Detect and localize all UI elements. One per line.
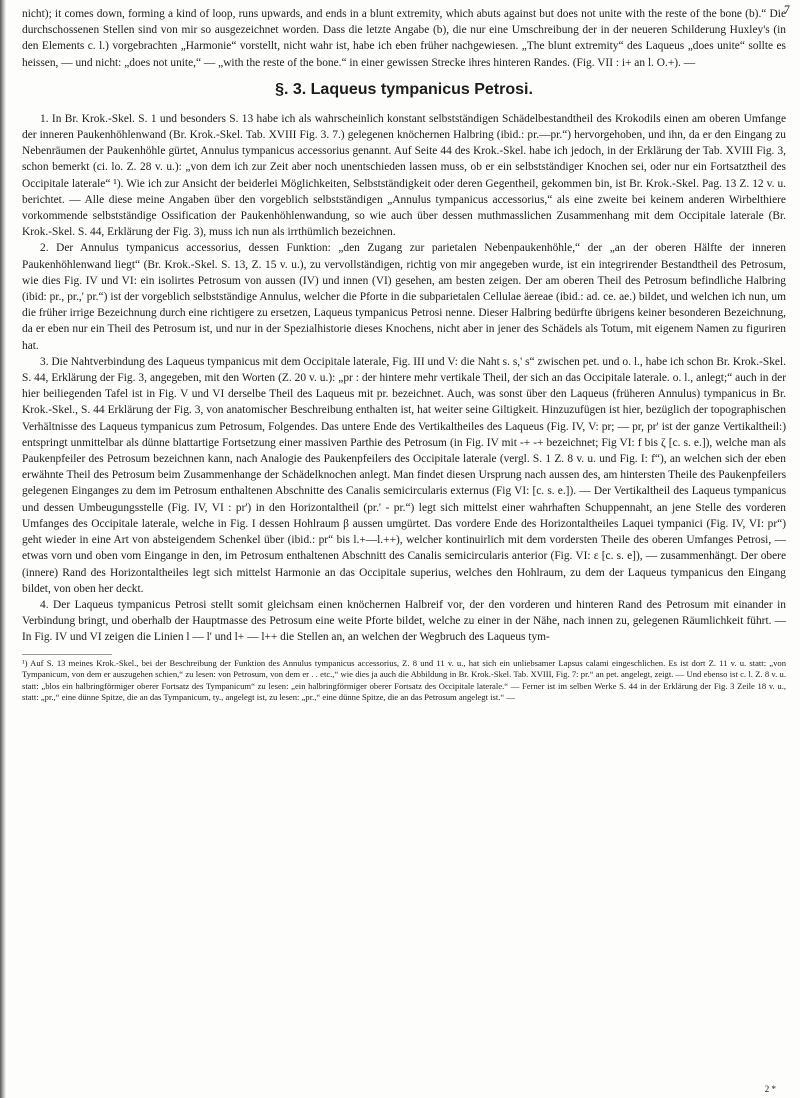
paragraph-1: 1. In Br. Krok.-Skel. S. 1 und besonders S. 13 habe ich als wahrscheinlich konstant selbstständigen Schädelbestandtheil des Krokodils einen am oberen Umfange der inneren Paukenhöhlenwand (Br. Krok.-Skel. Tab. XVIII Fig. 3. 7.) gelegenen knöchernen Halbring (ibid.: pr.—pr.“) hervorgehoben, und ihn, da er den Eingang zu Nebenräumen der Paukenhöhle gürtet, Annulus tympanicus accessorius genannt. Auf Seite 44 des Krok.-Skel. habe ich jedoch, in der Erklärung der Tab. XVIII Fig. 3, schon bemerkt (ci. lo. Z. 28 v. u.): „von dem ich zur Zeit aber noch unentschieden lassen muss, ob er ein selbstständiger Knochen sei, oder nur ein Fortsatztheil des Occipitale laterale“ ¹). Wie ich zur Ansicht der beiderlei Möglichkeiten, Selbstständigkeit oder deren Gegentheil, gekommen bin, ist Br. Krok.-Skel. Pag. 13 Z. 12 v. u. berichtet. — Alle diese meine Angaben über den vorgeblich selbstständigen „Annulus tympanicus accessorius,“ als eine zweite bei keinem anderen Wirbelthiere vorkommende selbstständige Ossification der Paukenhöhlenwandung, so wie auch über dessen muthmasslichen Zusammenhang mit dem Occipitale laterale (Br. Krok.-Skel. S. 44, Erklärung der Fig. 3), muss ich nun als irrthümlich bezeichnen. bbox=[22, 112, 786, 239]
paragraph-continuation: nicht); it comes down, forming a kind of loop, runs upwards, and ends in a blunt extremity, which abuts against but does not unite with the reste of the bone (b).“ Die durchschossenen Stellen sind von mir so ausgezeichnet worden. Dass die letzte Angabe (b), die nur eine Umschreibung der in der neueren Schilderung Huxley's (in den Elements c. l.) vorgebrachten „Harmonie“ vorstellt, nicht wahr ist, habe ich eben früher nachgewiesen. „The blunt extremity“ des Laqueus „does unite“ sollte es heissen, — und nicht: „does not unite,“ — „with the reste of the bone.“ in einer gewissen Strecke ihres hinteren Randes. (Fig. VII : i+ an l. O.+). — bbox=[22, 8, 786, 69]
text-column bbox=[22, 6, 786, 704]
paragraph-4: 4. Der Laqueus tympanicus Petrosi stellt somit gleichsam einen knöchernen Halbreif vor, der den vorderen und hinteren Rand des Petrosum mit einander in Verbindung bringt, und oberhalb der Hauptmasse des Petrosum eine weite Pforte bildet, welche zu einer in der Nähe, nach innen zu, gelegenen Räumlichkeit führt. — In Fig. IV und VI zeigen die Linien l — l' und l+ — l++ die Stellen an, an welchen der Wegbruch des Laqueus tym- bbox=[22, 598, 786, 644]
book-spine-shadow bbox=[0, 0, 6, 1098]
paragraph-2: 2. Der Annulus tympanicus accessorius, dessen Funktion: „den Zugang zur parietalen Nebenpaukenhöhle,“ der „an der oberen Hälfte der inneren Paukenhöhlenwand liegt“ (Br. Krok.-Skel. S. 13, Z. 15 v. u.), zu vervollständigen, richtig von mir angegeben wurde, ist ein integrirender Bestandtheil des Petrosum, wie dies Fig. IV und VI: ein isolirtes Petrosum von aussen (IV) und innen (VI) gesehen, am besten zeigen. Der am oberen Theil des Petrosum befindliche Halbring (ibid: pr., pr.,' pr.“) ist der vorgeblich selbstständige Annulus, welcher die Pforte in die subparietalen Cellulae äereae (ibid.: ad. ce. ae.) bildet, und welchen ich nun, um die früher irrige Bezeichnung durch eine richtigere zu ersetzen, Laqueus tympanicus Petrosi nenne. Dieser Halbring bedürfte übrigens keiner besonderen Bezeichnung, da er eben nur ein Theil des Petrosum ist, und nur in der Spezialhistorie dieses Knochens, nicht aber in jener des Schädels als Totum, mit eigenem Namen zu figuriren hat. bbox=[22, 242, 786, 352]
signature-mark: 2 * bbox=[764, 1084, 776, 1094]
section-heading: §. 3. Laqueus tympanicus Petrosi. bbox=[275, 80, 533, 98]
footnote-rule bbox=[22, 654, 112, 655]
page-number: 7 bbox=[784, 2, 790, 16]
footnotes bbox=[22, 658, 786, 704]
footnote-1: ¹) Auf S. 13 meines Krok.-Skel., bei der Beschreibung der Funktion des Annulus tympanicus accessorius, Z. 8 und 11 v. u., hat sich ein unliebsamer Lapsus calami eingeschlichen. Es ist dort Z. 11 v. u. statt: „von Tympanicum, von dem er auszugehen schien,“ zu lesen: von Petrosum, von dem er . . etc.,“ wie dies ja auch die Abbildung in Br. Krok.-Skel. Tab. XVIII, Fig. 7: pr.“ an pet. angelegt, zeigt. — Und ebenso ist c. l. Z. 8 v. u. statt: „blos ein halbringförmiger oberer Fortsatz des Tympanicum“ zu lesen: „ein halbringförmiger oberer Fortsatz des Occipitale laterale.“ — Ferner ist im selben Werke S. 44 in der Erklärung der Fig. 3 Zeile 18 v. u., statt: „pr.,“ eine dünne Spitze, die an das Tympanicum, ty., angelegt ist, zu lesen: „pr.,“ eine dünne Spitze, die an das Petrosum angelegt ist.“ — bbox=[22, 657, 786, 703]
paragraph-3: 3. Die Nahtverbindung des Laqueus tympanicus mit dem Occipitale laterale, Fig. III und V: die Naht s. s,' s“ zwischen pet. und o. l., habe ich schon Br. Krok.-Skel. S. 44, Erklärung der Fig. 3, angegeben, mit den Worten (Z. 20 v. u.): „pr : der hintere mehr vertikale Theil, der sich an das Occipitale laterale. o. l., anlegt;“ auch in der hier beiliegenden Tafel ist in Fig. V und VI derselbe Theil des Laqueus mit pr. bezeichnet. Auch, was sonst über den Laqueus (früheren Annulus) tympanicus in Br. Krok.-Skel., S. 44 Erklärung der Fig. 3, von anatomischer Beschreibung enthalten ist, hat weiter seine Giltigkeit. Hinzuzufügen ist hier, bezüglich der topographischen Verhältnisse des Laqueus tympanicus zum Petrosum, Folgendes. Das untere Ende des Vertikaltheiles des Laqueus (Fig. IV, V: pr; — pr, pr' ist der ganze Vertikaltheil:) entspringt unmittelbar als dünne blattartige Fortsetzung einer massiven Parthie des Petrosum (in Fig. IV mit -+ -+ bezeichnet; Fig VI: f bis ζ [c. s. e.]), welche man als Paukenpfeiler des Petrosum bezeichnen kann, nach Analogie des Paukenpfeilers des Occipitale laterale (vergl. S. 1 Z. 8 v. u. und Fig. I: f“), an welchen sich der eben erwähnte Theil des Petrosum beim Zusammenhange der Schädelknochen anlegt. Man findet diesen Ursprung nach aussen des, am hintersten Theile des Paukenpfeilers gelegenen Einganges zu dem im Petrosum enthaltenen Abschnitte des Canalis semicircularis externus (Fig VI: [c. s. e.]). — Der Vertikaltheil des Laqueus tympanicus und dessen Umbeugungsstelle (Fig. IV, VI : pr') in den Horizontaltheil (pr.' - pr.“) legt sich mittelst einer wahrhaften Schuppennaht, an jene Stelle des vorderen Umfanges des Occipitale laterale, welche in Fig. I dessen Hohlraum β aussen umgürtet. Das vordere Ende des Horizontaltheiles Laquei tympanici (Fig. IV, VI: pr“) geht wieder in eine Art von absteigendem Schenkel über (ibid.: pr“ bis l.+—l.++), welcher kontinuirlich mit dem vordersten Theile des oberen Umfanges Petrosi, — etwas vorn und oben vom Eingange in den, im Petrosum enthaltenen Abschnitt des Canalis semicircularis anterior (Fig. VI: ε [c. s. e]), — zusammenhängt. Der obere (innere) Rand des Horizontaltheiles legt sich mittelst Harmonie an das Occipitale superius, welches den Hohlraum, zu dem der Laqueus tympanicus den Eingang bildet, von oben her deckt. bbox=[22, 355, 786, 595]
